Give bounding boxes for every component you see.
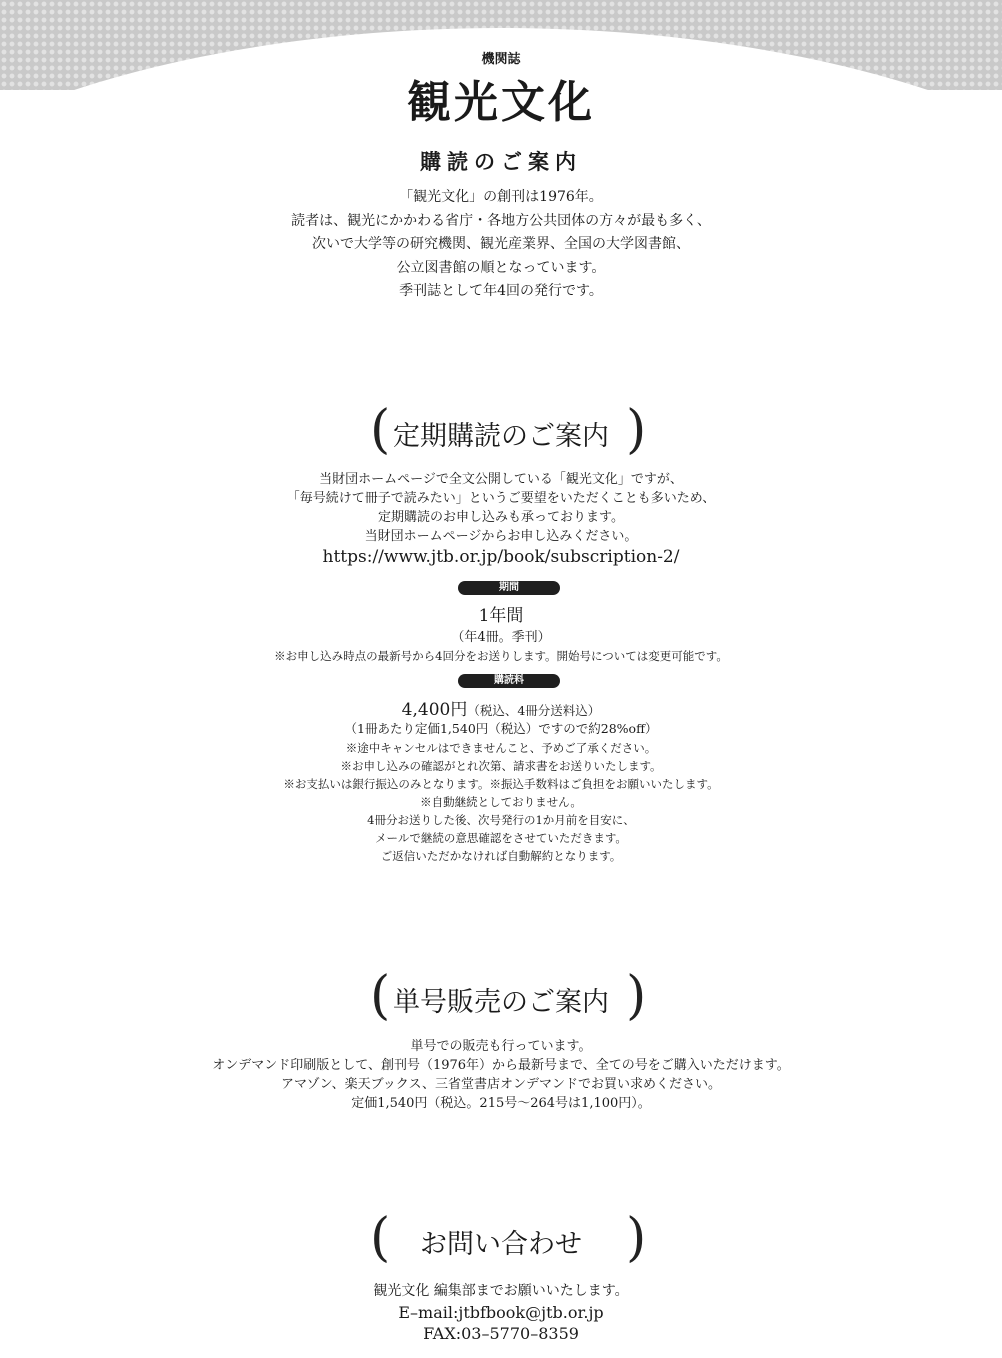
subscription-url[interactable]: https://www.jtb.or.jp/book/subscription-2/ bbox=[322, 547, 680, 567]
intro-line: 読者は、観光にかかわる省庁・各地方公共団体の方々が最も多く、 bbox=[291, 212, 711, 229]
fee-note-line: ※お申し込みの確認がとれ次第、請求書をお送りいたします。 bbox=[340, 759, 662, 773]
subscription-heading: 定期購読のご案内 bbox=[393, 421, 609, 452]
right-parenthesis-ornament: ) bbox=[626, 400, 647, 460]
magazine-title: 観光文化 bbox=[407, 77, 595, 128]
contact-email[interactable]: E–mail:jtbfbook@jtb.or.jp bbox=[398, 1303, 604, 1322]
contact-fax: FAX:03–5770–8359 bbox=[423, 1324, 579, 1343]
fee-notes bbox=[0, 739, 1002, 865]
fee-note-line: ※自動継続としておりません。 bbox=[420, 795, 582, 809]
intro-line: 公立図書館の順となっています。 bbox=[396, 259, 606, 276]
intro-line: 「観光文化」の創刊は1976年。 bbox=[399, 189, 603, 205]
period-badge: 期間 bbox=[458, 581, 560, 595]
fee-line bbox=[0, 695, 1002, 720]
subscription-line: 「毎号続けて冊子で読みたい」というご要望をいただくことも多いため、 bbox=[286, 491, 716, 506]
fee-note-line: メールで継続の意思確認をさせていただきます。 bbox=[375, 831, 627, 845]
contact-heading-block bbox=[0, 1210, 1002, 1270]
subscription-line: 当財団ホームページで全文公開している「観光文化」ですが、 bbox=[319, 472, 683, 487]
fee-badge: 購読料 bbox=[458, 674, 560, 688]
contact-info bbox=[0, 1281, 1002, 1344]
period-note: ※お申し込み時点の最新号から4回分をお送りします。開始号については変更可能です。 bbox=[274, 649, 728, 663]
right-parenthesis-ornament: ) bbox=[626, 1208, 647, 1268]
left-parenthesis-ornament: ( bbox=[370, 400, 391, 460]
fee-value-note: （税込、4冊分送料込） bbox=[467, 703, 601, 718]
single-line: 定価1,540円（税込。215号～264号は1,100円）。 bbox=[351, 1096, 651, 1111]
period-detail: （年4冊。季刊） bbox=[451, 630, 551, 645]
subscription-text bbox=[0, 470, 1002, 546]
fee-detail: （1冊あたり定価1,540円（税込）ですので約28%off） bbox=[344, 721, 658, 736]
single-line: オンデマンド印刷版として、創刊号（1976年）から最新号まで、全ての号をご購入いただけます。 bbox=[212, 1058, 790, 1073]
single-heading: 単号販売のご案内 bbox=[393, 987, 609, 1018]
fee-note-line: 4冊分お送りした後、次号発行の1か月前を目安に、 bbox=[367, 813, 635, 827]
guide-heading: 購読のご案内 bbox=[420, 149, 582, 174]
period-value: 1年間 bbox=[478, 606, 524, 626]
subscription-heading-block bbox=[0, 402, 1002, 462]
intro-line: 季刊誌として年4回の発行です。 bbox=[399, 283, 603, 299]
kikanshi-label: 機関誌 bbox=[481, 52, 521, 67]
fee-note-line: ※お支払いは銀行振込のみとなります。※振込手数料はご負担をお願いいたします。 bbox=[283, 777, 719, 791]
subscription-line: 当財団ホームページからお申し込みください。 bbox=[364, 529, 638, 544]
single-line: 単号での販売も行っています。 bbox=[410, 1039, 592, 1054]
left-parenthesis-ornament: ( bbox=[370, 966, 391, 1026]
contact-heading: お問い合わせ bbox=[420, 1229, 582, 1260]
single-line: アマゾン、楽天ブックス、三省堂書店オンデマンドでお買い求めください。 bbox=[281, 1077, 721, 1092]
intro-line: 次いで大学等の研究機関、観光産業界、全国の大学図書館、 bbox=[312, 236, 690, 252]
right-parenthesis-ornament: ) bbox=[626, 966, 647, 1026]
left-parenthesis-ornament: ( bbox=[370, 1208, 391, 1268]
subscription-line: 定期購読のお申し込みも承っております。 bbox=[378, 510, 624, 525]
fee-value: 4,400円 bbox=[401, 700, 468, 720]
fee-note-line: ※途中キャンセルはできませんこと、予めご了承ください。 bbox=[345, 741, 657, 755]
intro-text bbox=[0, 186, 1002, 304]
single-text bbox=[0, 1037, 1002, 1113]
fee-note-line: ご返信いただかなければ自動解約となります。 bbox=[380, 849, 622, 863]
contact-line: 観光文化 編集部までお願いいたします。 bbox=[373, 1283, 629, 1299]
single-heading-block bbox=[0, 968, 1002, 1028]
